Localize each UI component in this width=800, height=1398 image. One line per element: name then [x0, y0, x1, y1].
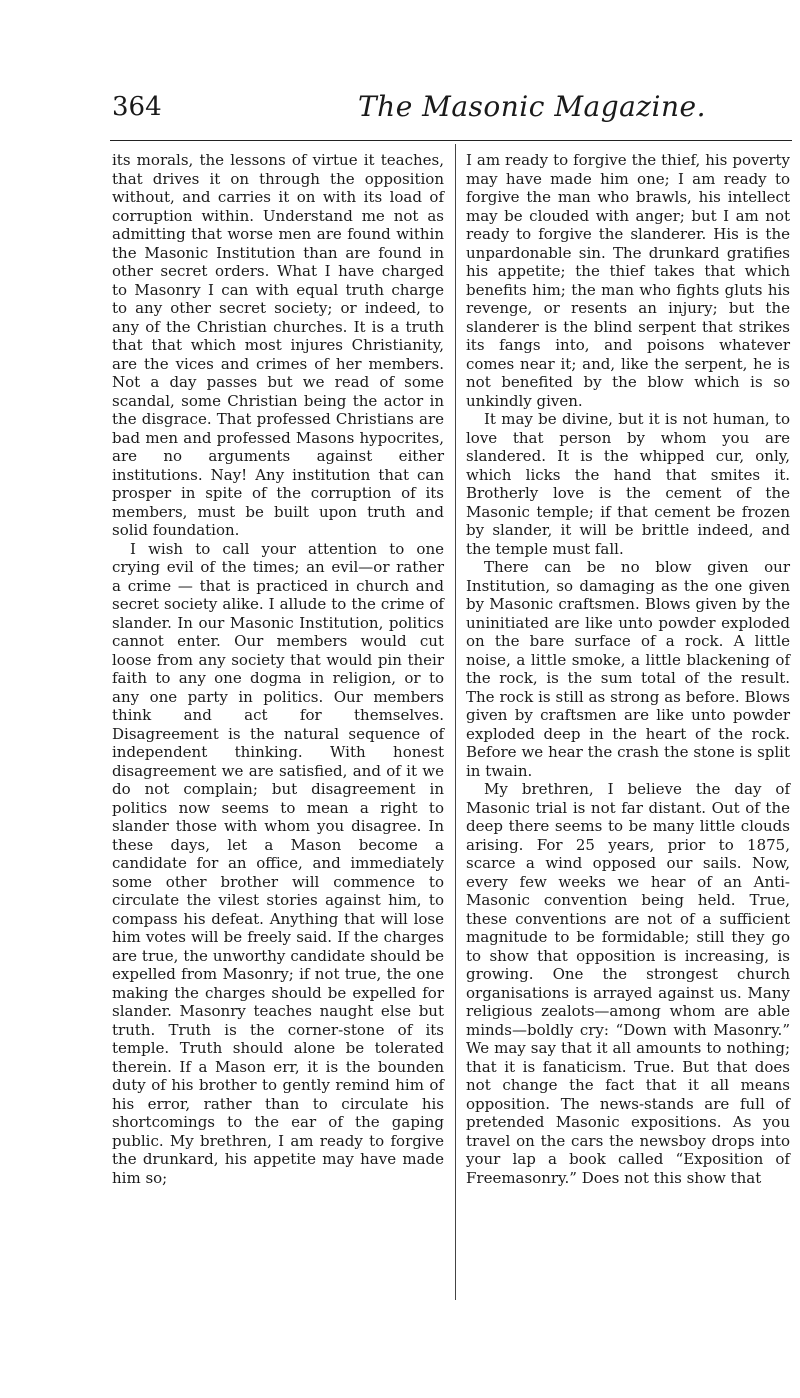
column-divider	[455, 144, 456, 1300]
paragraph: It may be divine, but it is not human, to love that person by whom you are slandered. It is the whipped cur, only, which licks the hand that smites it. Brotherly love is the cement of the Masonic temple; if that cement be frozen by slander, it will be brittle indeed, and the temple must fall.	[466, 410, 790, 558]
paragraph: My brethren, I believe the day of Masonic trial is not far distant. Out of the deep there seems to be many little clouds arising. For 25 years, prior to 1875, scarce a wind opposed our sails. Now, every few weeks we hear of an Anti-Masonic convention being held. True, these conventions are not of a sufficient magnitude to be formidable; still they go to show that opposition is increasing, is growing. One the strongest church organisations is arrayed against us. Many religious zealots—among whom are able minds—boldly cry: “Down with Masonry.” We may say that it all amounts to nothing; that it is fanaticism. True. But that does not change the fact that it all means opposition. The news-stands are full of pretended Masonic expositions. As you travel on the cars the newsboy drops into your lap a book called “Exposition of Freemasonry.” Does not this show that	[466, 780, 790, 1187]
page-header	[112, 86, 712, 128]
paragraph: I am ready to forgive the thief, his poverty may have made him one; I am ready to forgive the man who brawls, his intellect may be clouded with anger; but I am not ready to forgive the slanderer. His is the unpardonable sin. The drunkard gratifies his appetite; the thief takes that which benefits him; the man who fights gluts his revenge, or resents an injury; but the slanderer is the blind serpent that strikes its fangs into, and poisons whatever comes near it; and, like the serpent, he is not benefited by the blow which is so unkindly given.	[466, 151, 790, 410]
header-rule	[110, 140, 792, 141]
page-number: 364	[112, 92, 162, 122]
paragraph: There can be no blow given our Institution, so damaging as the one given by Masonic craftsmen. Blows given by the uninitiated are like unto powder exploded on the bare surface of a rock. A little noise, a little smoke, a little blackening of the rock, is the sum total of the result. The rock is still as strong as before. Blows given by craftsmen are like unto powder exploded deep in the heart of the rock. Before we hear the crash the stone is split in twain.	[466, 558, 790, 780]
paragraph: its morals, the lessons of virtue it teaches, that drives it on through the opposition without, and carries it on with its load of corruption within. Understand me not as admitting that worse men are found within the Masonic Institution than are found in other secret orders. What I have charged to Masonry I can with equal truth charge to any other secret society; or indeed, to any of the Christian churches. It is a truth that that which most injures Christianity, are the vices and crimes of her members. Not a day passes but we read of some scandal, some Christian being the actor in the disgrace. That professed Christians are bad men and professed Masons hypocrites, are no arguments against either institutions. Nay! Any institution that can prosper in spite of the corruption of its members, must be built upon truth and solid foundation.	[112, 151, 444, 539]
running-title: The Masonic Magazine.	[357, 90, 707, 123]
paragraph: I wish to call your attention to one crying evil of the times; an evil—or rather a crime — that is practiced in church and secret society alike. I allude to the crime of slander. In our Masonic Institution, politics cannot enter. Our members would cut loose from any society that would pin their faith to any one dogma in religion, or to any one party in politics. Our members think and act for themselves. Disagreement is the natural sequence of independent thinking. With honest disagreement we are satisfied, and of it we do not complain; but disagreement in politics now seems to mean a right to slander those with whom you disagree. In these days, let a Mason become a candidate for an office, and immediately some other brother will commence to circulate the vilest stories against him, to compass his defeat. Anything that will lose him votes will be freely said. If the charges are true, the unworthy candidate should be expelled from Masonry; if not true, the one making the charges should be expelled for slander. Masonry teaches naught else but truth. Truth is the corner-stone of its temple. Truth should alone be tolerated therein. If a Mason err, it is the bounden duty of his brother to gently remind him of his error, rather than to circulate his shortcomings to the ear of the gaping public. My brethren, I am ready to forgive the drunkard, his appetite may have made him so;	[112, 539, 444, 1187]
left-column	[112, 151, 444, 1187]
right-column	[466, 151, 790, 1187]
